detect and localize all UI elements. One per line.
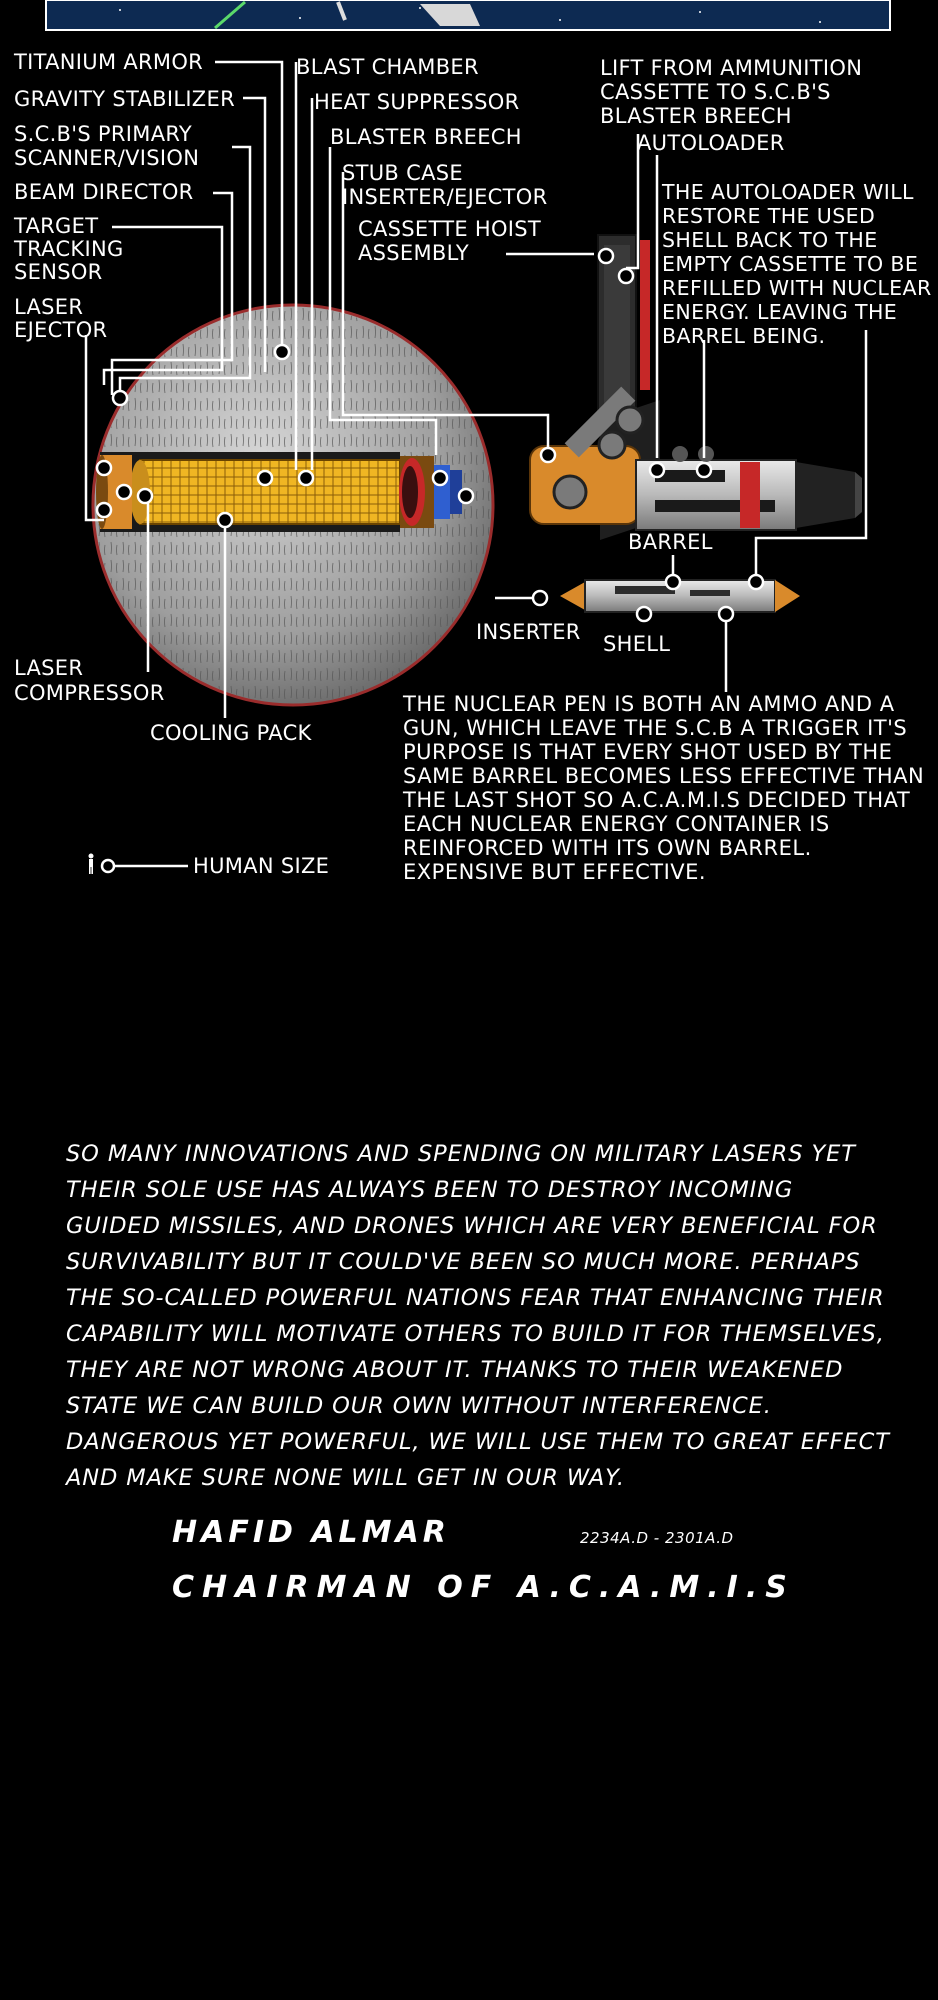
nuclear-pen-note: THE NUCLEAR PEN IS BOTH AN AMMO AND A GUN, WHICH LEAVE THE S.C.B A TRIGGER IT'S PURPOSE IS THAT EVERY SHOT USED BY THE SAME BARREL BECOMES LESS EFFECTIVE THAN THE LAST SHOT SO A.C.A.M.I.S DECIDED THAT EACH NUCLEAR ENERGY CONTAINER IS REINFORCED WITH ITS OWN BARREL. EXPENSIVE BUT EFFECTIVE.	[403, 692, 925, 884]
label-target-tracking-line2: TRACKING	[14, 237, 124, 261]
label-inserter: INSERTER	[476, 620, 581, 644]
signature-title: CHAIRMAN OF A.C.A.M.I.S	[172, 1570, 795, 1605]
chairman-quote: SO MANY INNOVATIONS AND SPENDING ON MILITARY LASERS YET THEIR SOLE USE HAS ALWAYS BEEN TO DESTROY INCOMING GUIDED MISSILES, AND DRONES WHICH ARE VERY BENEFICIAL FOR SURVIVABILITY BUT IT COULD'VE BEEN SO MUCH MORE. PERHAPS THE SO-CALLED POWERFUL NATIONS FEAR THAT ENHANCING THEIR CAPABILITY WILL MOTIVATE OTHERS TO BUILD IT FOR THEMSELVES, THEY ARE NOT WRONG ABOUT IT. THANKS TO THEIR WEAKENED STATE WE CAN BUILD OUR OWN WITHOUT INTERFERENCE. DANGEROUS YET POWERFUL, WE WILL USE THEM TO GREAT EFFECT AND MAKE SURE NONE WILL GET IN OUR WAY.	[66, 1141, 890, 1491]
label-primary-scanner-line2: SCANNER/VISION	[14, 146, 200, 170]
label-stub-case-line2: INSERTER/EJECTOR	[342, 185, 548, 209]
top-banner-image	[46, 0, 890, 30]
signature-name: HAFID ALMAR	[172, 1515, 450, 1550]
autoloader-note-line5: REFILLED WITH NUCLEAR	[662, 276, 932, 300]
label-beam-director: BEAM DIRECTOR	[14, 180, 194, 204]
label-heat-suppressor: HEAT SUPPRESSOR	[314, 90, 520, 114]
autoloader-note-line3: SHELL BACK TO THE	[662, 228, 878, 252]
autoloader-note-line2: RESTORE THE USED	[662, 204, 876, 228]
label-laser-compressor-line2: COMPRESSOR	[14, 681, 165, 705]
label-cooling-pack: COOLING PACK	[150, 721, 312, 745]
label-laser-ejector-line2: EJECTOR	[14, 318, 108, 342]
label-target-tracking-line3: SENSOR	[14, 260, 103, 284]
label-blast-chamber: BLAST CHAMBER	[296, 55, 479, 79]
autoloader-note-line1: THE AUTOLOADER WILL	[662, 180, 914, 204]
label-human-size: HUMAN SIZE	[193, 854, 330, 878]
label-stub-case-line1: STUB CASE	[342, 161, 463, 185]
label-cassette-hoist-line1: CASSETTE HOIST	[358, 217, 542, 241]
label-target-tracking-line1: TARGET	[14, 214, 99, 238]
label-lift-line2: CASSETTE TO S.C.B'S	[600, 80, 831, 104]
label-titanium-armor: TITANIUM ARMOR	[14, 50, 204, 74]
autoloader-barrel	[636, 446, 862, 530]
label-lift-line1: LIFT FROM AMMUNITION	[600, 56, 863, 80]
autoloader-note-line4: EMPTY CASSETTE TO BE	[662, 252, 919, 276]
signature-dates: 2234A.D - 2301A.D	[580, 1529, 734, 1547]
label-barrel: BARREL	[628, 530, 713, 554]
label-cassette-hoist-line2: ASSEMBLY	[358, 241, 469, 265]
autoloader-note-line6: ENERGY. LEAVING THE	[662, 300, 898, 324]
label-lift-line3: BLASTER BREECH	[600, 104, 792, 128]
human-figure-icon	[89, 854, 94, 875]
label-gravity-stabilizer: GRAVITY STABILIZER	[14, 87, 235, 111]
label-laser-ejector-line1: LASER	[14, 295, 84, 319]
label-primary-scanner-line1: S.C.B'S PRIMARY	[14, 122, 193, 146]
label-shell: SHELL	[603, 632, 671, 656]
autoloader-note-line7: BARREL BEING.	[662, 324, 826, 348]
label-autoloader: AUTOLOADER	[637, 131, 785, 155]
label-laser-compressor-line1: LASER	[14, 656, 84, 680]
label-blaster-breech: BLASTER BREECH	[330, 125, 522, 149]
